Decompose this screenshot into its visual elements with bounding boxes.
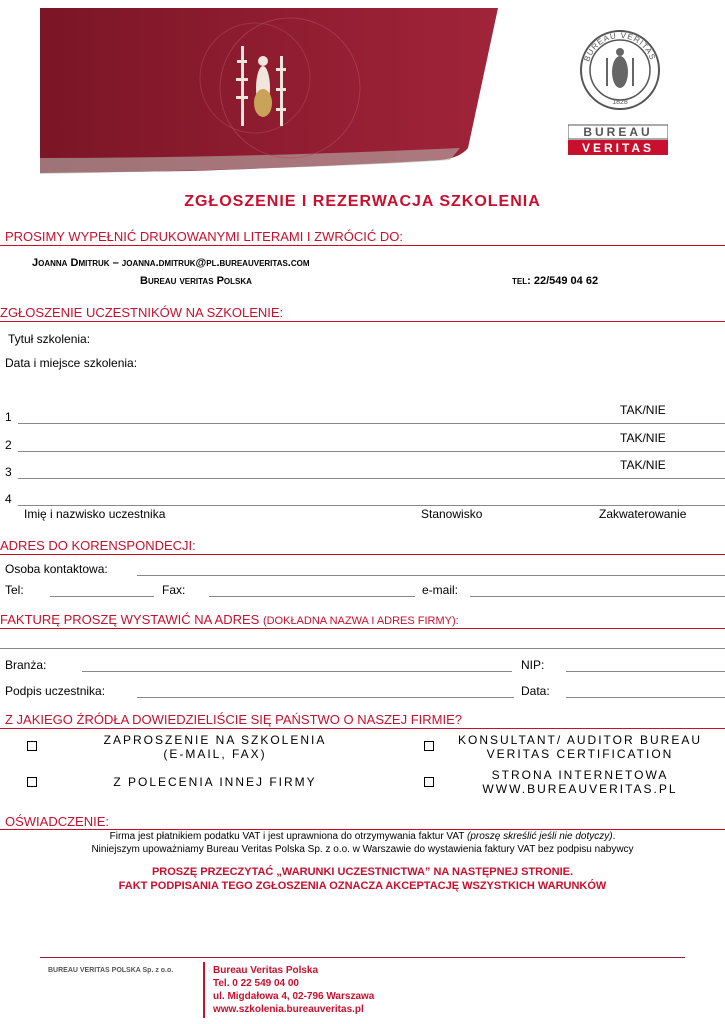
tel-field-label: Tel: [5, 583, 24, 597]
yes-no-option[interactable]: TAK/NIE [620, 403, 666, 417]
tel-value: 22/549 04 62 [530, 275, 599, 287]
email-field[interactable] [470, 596, 725, 597]
header-banner [40, 8, 500, 175]
participants-heading: ZGŁOSZENIE UCZESTNIKÓW NA SZKOLENIE: [0, 305, 284, 320]
statement-line-1-end: . [612, 831, 616, 842]
column-header-position: Stanowisko [421, 507, 483, 521]
banner-graphic [40, 8, 500, 175]
checkbox-referral[interactable] [27, 777, 37, 787]
svg-text:BUREAU: BUREAU [583, 125, 653, 139]
participant-row-number: 1 [5, 410, 12, 424]
invoice-heading-note: (DOKŁADNA NAZWA I ADRES FIRMY): [262, 615, 459, 627]
industry-field[interactable] [82, 671, 512, 672]
nip-label: NIP: [521, 658, 545, 672]
column-header-name: Imię i nazwisko uczestnika [24, 507, 166, 521]
yes-no-option[interactable]: TAK/NIE [620, 431, 666, 445]
contact-tel [512, 275, 598, 287]
statement-line-1-note: (proszę skreślić jeśli nie dotyczy) [466, 831, 613, 842]
participant-input-line[interactable] [18, 423, 725, 424]
footer-contact [213, 964, 374, 1016]
participant-row-number: 4 [5, 492, 12, 506]
footer-separator [203, 962, 205, 1018]
training-title-label: Tytuł szkolenia: [8, 332, 91, 346]
participant-row-number: 2 [5, 438, 12, 452]
option-invitation-line2: (E-MAIL, FAX) [163, 747, 267, 761]
option-invitation [100, 733, 330, 761]
page-title: ZGŁOSZENIE I REZERWACJA SZKOLENIA [184, 193, 541, 210]
bureau-veritas-logo [568, 28, 668, 158]
date-field[interactable] [566, 697, 725, 698]
invoice-heading-main: FAKTURĘ PROSZĘ WYSTAWIĆ NA ADRES [0, 612, 263, 627]
contact-line-2: Bureau veritas Polska [140, 275, 252, 287]
option-invitation-line1: ZAPROSZENIE NA SZKOLENIA [103, 733, 327, 747]
instruction-heading: PROSIMY WYPEŁNIĆ DRUKOWANYMI LITERAMI I ZWRÓCIĆ DO: [5, 229, 403, 244]
email-field-label: e-mail: [422, 583, 459, 597]
signature-label: Podpis uczestnika: [5, 684, 106, 698]
option-website-line2: WWW.BUREAUVERITAS.PL [482, 782, 678, 796]
yes-no-option[interactable]: TAK/NIE [620, 458, 666, 472]
contact-person-field[interactable] [137, 575, 725, 576]
tel-field[interactable] [50, 596, 154, 597]
signature-field[interactable] [137, 697, 514, 698]
checkbox-website[interactable] [424, 777, 434, 787]
statement-heading: OŚWIADCZENIE: [5, 814, 110, 829]
address-heading: ADRES DO KORENSPONDECJI: [0, 538, 196, 553]
participant-input-line[interactable] [18, 478, 725, 479]
statement-line-2: Niniejszym upoważniamy Bureau Veritas Polska Sp. z o.o. w Warszawie do wystawienia faktury VAT bez podpisu nabywcy [91, 844, 634, 855]
svg-text:1828: 1828 [612, 99, 628, 106]
option-consultant [455, 733, 705, 761]
option-referral: Z POLECENIA INNEJ FIRMY [113, 775, 317, 789]
invoice-address-field[interactable] [0, 648, 725, 649]
industry-label: Branża: [5, 658, 47, 672]
date-label: Data: [521, 684, 550, 698]
fax-field-label: Fax: [162, 583, 186, 597]
divider [0, 728, 725, 729]
participant-input-line[interactable] [18, 451, 725, 452]
invoice-heading [0, 612, 459, 627]
participant-row-number: 3 [5, 465, 12, 479]
divider [0, 628, 725, 629]
option-consultant-line1: KONSULTANT/ AUDITOR BUREAU [457, 733, 703, 747]
footer-address: ul. Migdałowa 4, 02-796 Warszawa [213, 991, 375, 1002]
notice-line-1: PROSZĘ PRZECZYTAĆ „WARUNKI UCZESTNICTWA” NA NASTĘPNEJ STRONIE. [151, 866, 574, 878]
footer-web[interactable]: www.szkolenia.bureauveritas.pl [213, 1004, 364, 1015]
divider [0, 245, 725, 246]
statement-line-1-main: Firma jest płatnikiem podatku VAT i jest uprawniona do otrzymywania faktur VAT [109, 831, 467, 842]
participant-input-line[interactable] [18, 505, 725, 506]
nip-field[interactable] [566, 671, 725, 672]
training-date-place-label: Data i miejsce szkolenia: [5, 356, 138, 370]
footer-divider [40, 957, 685, 958]
column-header-accommodation: Zakwaterowanie [599, 507, 687, 521]
option-website [455, 768, 705, 796]
statement-line-1 [0, 831, 725, 842]
tel-label: tel: [512, 275, 531, 287]
footer-name: Bureau Veritas Polska [213, 965, 319, 976]
fax-field[interactable] [209, 596, 415, 597]
checkbox-invitation[interactable] [27, 741, 37, 751]
option-consultant-line2: VERITAS CERTIFICATION [486, 747, 674, 761]
divider [0, 321, 725, 322]
notice-line-2: FAKT PODPISANIA TEGO ZGŁOSZENIA OZNACZA AKCEPTACJĘ WSZYSTKICH WARUNKÓW [118, 880, 607, 892]
divider [0, 554, 725, 555]
checkbox-consultant[interactable] [424, 741, 434, 751]
svg-text:BUREAU VERITAS: BUREAU VERITAS [582, 30, 658, 63]
footer-company: BUREAU VERITAS POLSKA Sp. z o.o. [48, 967, 174, 974]
footer-tel: Tel. 0 22 549 04 00 [213, 978, 299, 989]
divider [0, 829, 725, 830]
source-heading: Z JAKIEGO ŹRÓDŁA DOWIEDZIELIŚCIE SIĘ PAŃSTWO O NASZEJ FIRMIE? [5, 712, 462, 727]
svg-text:VERITAS: VERITAS [581, 141, 655, 155]
option-website-line1: STRONA INTERNETOWA [491, 768, 669, 782]
contact-person-label: Osoba kontaktowa: [5, 562, 108, 576]
contact-line-1: Joanna Dmitruk – joanna.dmitruk@pl.bureauveritas.com [32, 257, 310, 269]
